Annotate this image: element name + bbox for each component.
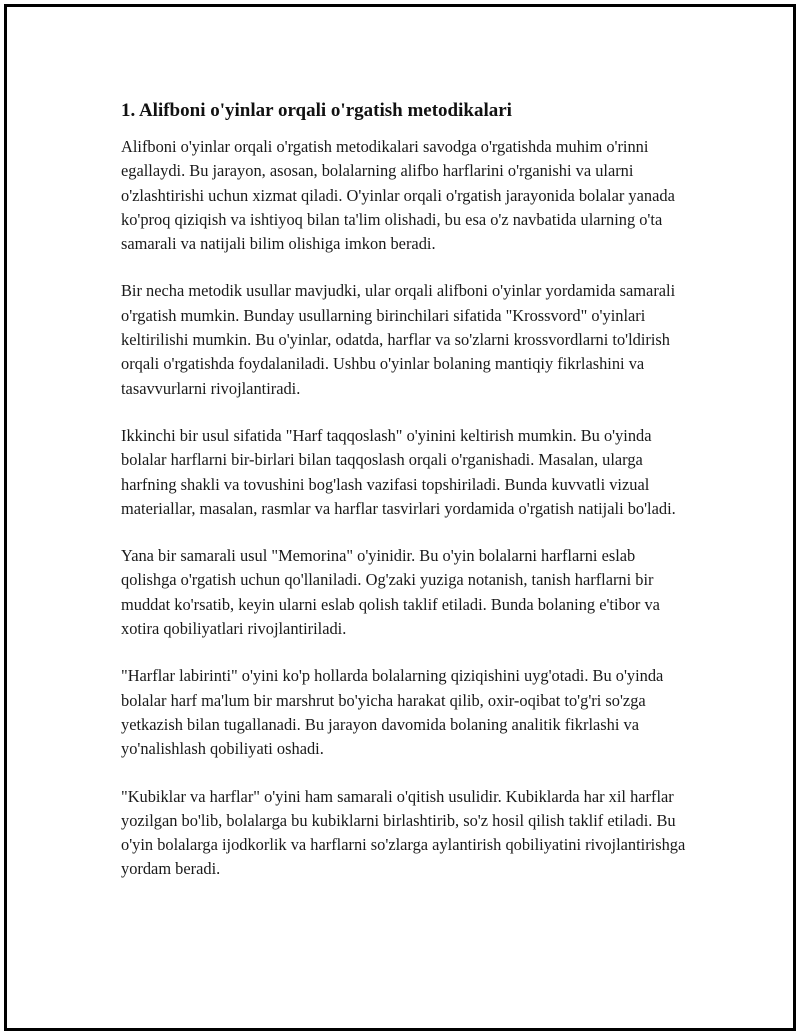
paragraph-harf-taqqoslash: Ikkinchi bir usul sifatida "Harf taqqoslash" o'yinini keltirish mumkin. Bu o'yinda bolalar harflarni bir-birlari bilan taqqoslash orqali o'rganishadi. Masalan, ularga harfning shakli va tovushini bog'lash vazifasi topshiriladi. Bunda kuvvatli vizual materiallar, masalan, rasmlar va harflar tasvirlari yordamida o'rgatish natijali bo'ladi. bbox=[121, 425, 676, 518]
paragraph-intro: Alifboni o'yinlar orqali o'rgatish metodikalari savodga o'rgatishda muhim o'rinni egallaydi. Bu jarayon, asosan, bolalarning alifbo harflarini o'rganishi va ularni o'zlashtirishi uchun xizmat qiladi. O'yinlar orqali o'rgatish jarayonida bolalar yanada ko'proq qiziqish va ishtiyoq bilan ta'lim olishadi, bu esa o'z navbatida ularning o'ta samarali va natijali bilim olishiga imkon beradi. bbox=[121, 137, 675, 254]
page-frame bbox=[4, 4, 796, 1031]
paragraph-krossvord: Bir necha metodik usullar mavjudki, ular orqali alifboni o'yinlar yordamida samarali o'rgatish mumkin. Bunday usullarning birinchilari sifatida "Krossvord" o'yinlari keltirilishi mumkin. Bu o'yinlar, odatda, harflar va so'zlarni krossvordlarni to'ldirish orqali o'rgatishda foydalaniladi. Ushbu o'yinlar bolaning mantiqiy fikrlashini va tasavvurlarni rivojlantiradi. bbox=[121, 281, 676, 398]
paragraph-harflar-labirinti: "Harflar labirinti" o'yini ko'p hollarda bolalarning qiziqishini uyg'otadi. Bu o'yinda bolalar harf ma'lum bir marshrut bo'yicha harakat qilib, oxir-oqibat to'g'ri so'zga yetkazish bilan tugallanadi. Bu jarayon davomida bolaning analitik fikrlashi va yo'nalishlash qobiliyati oshadi. bbox=[121, 666, 664, 759]
paragraph-memorina: Yana bir samarali usul "Memorina" o'yinidir. Bu o'yin bolalarni harflarni eslab qolishga o'rgatish uchun qo'llaniladi. Og'zaki yuziga notanish, tanish harflarni bir muddat ko'rsatib, keyin ularni eslab qolish taklif etiladi. Bunda bolaning e'tibor va xotira qobiliyatlari rivojlantiriladi. bbox=[121, 546, 660, 639]
section-heading: 1. Alifboni o'yinlar orqali o'rgatish metodikalari bbox=[121, 100, 512, 121]
paragraph-kubiklar: "Kubiklar va harflar" o'yini ham samarali o'qitish usulidir. Kubiklarda har xil harflar yozilgan bo'lib, bolalarga bu kubiklarni birlashtirib, so'z hosil qilish taklif etiladi. Bu o'yin bolalarga ijodkorlik va harflarni so'zlarga aylantirish qobiliyatini rivojlantirishga yordam beradi. bbox=[121, 786, 686, 879]
document-body bbox=[121, 99, 687, 905]
